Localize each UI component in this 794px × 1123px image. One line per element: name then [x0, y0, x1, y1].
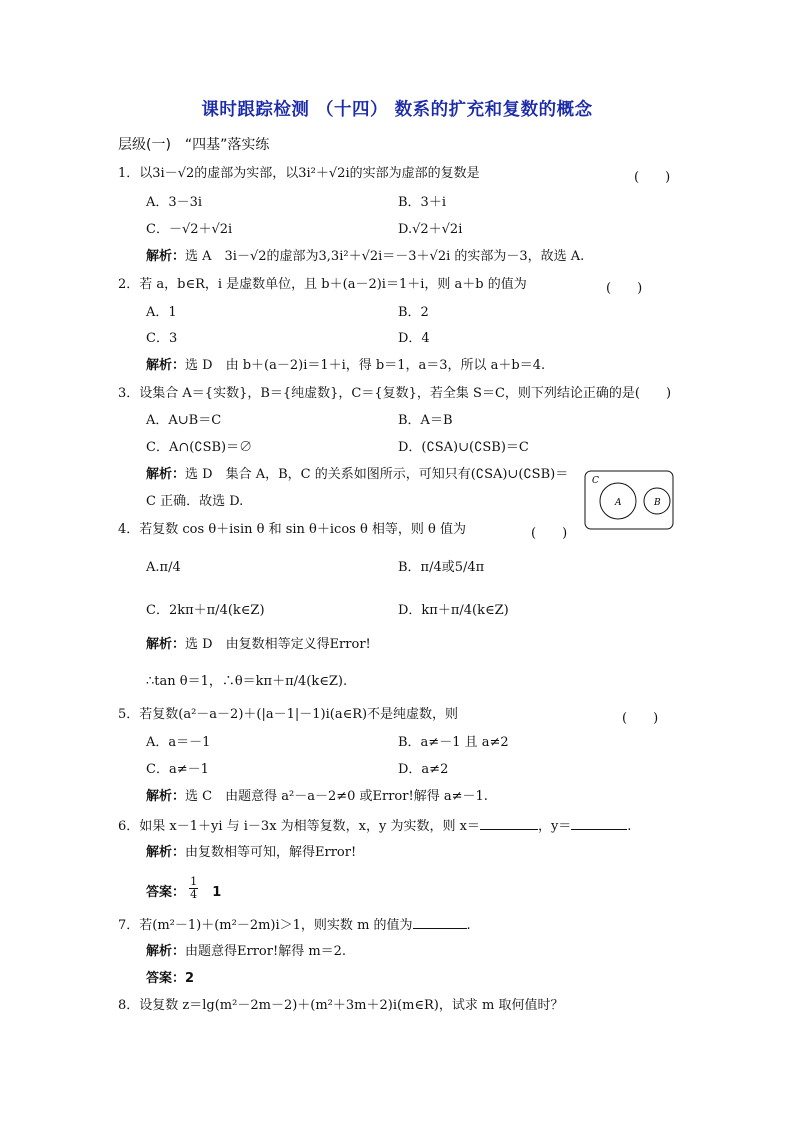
q4-option-d: D．kπ＋π/4(k∈Z)	[398, 603, 509, 618]
q5-option-d: D．a≠2	[398, 762, 449, 777]
q1-option-c: C．－√2＋√2i	[146, 222, 233, 237]
q4-solution-cont: ∴tan θ＝1，∴θ＝kπ＋π/4(k∈Z).	[146, 674, 348, 689]
q7-stem-text: 7．若(m²－1)＋(m²－2m)i＞1，则实数 m 的值为	[118, 918, 413, 933]
q2-option-d: D．4	[398, 331, 430, 346]
q7-solution-text: 由题意得Error!解得 m＝2.	[185, 944, 347, 959]
q2-answer-bracket[interactable]: ( )	[606, 281, 643, 296]
solution-label: 解析：	[146, 789, 186, 804]
q7-answer	[146, 971, 194, 987]
q6-blank-y[interactable]	[571, 817, 627, 830]
answer-label: 答案：	[146, 885, 186, 900]
answer-label: 答案：	[146, 971, 186, 986]
q2-solution-text: 选 D 由 b＋(a－2)i＝1＋i，得 b＝1，a＝3，所以 a＋b＝4.	[185, 358, 546, 373]
q6-answer	[146, 875, 222, 905]
q2-solution	[146, 358, 545, 374]
venn-label-c: C	[592, 476, 599, 486]
fraction-numerator: 1	[190, 875, 198, 888]
q2-option-b: B．2	[398, 305, 429, 320]
q1-option-b: B．3＋i	[398, 195, 446, 210]
q5-stem: 5．若复数(a²－a－2)＋(|a－1|－1)i(a∈R)不是纯虚数，则	[118, 707, 459, 722]
page-title: 课时跟踪检测 （十四） 数系的扩充和复数的概念	[201, 100, 593, 120]
q5-option-b: B．a≠－1 且 a≠2	[398, 735, 509, 750]
q4-option-c: C．2kπ＋π/4(k∈Z)	[146, 603, 265, 618]
q3-solution	[146, 467, 568, 483]
q5-answer-bracket[interactable]: ( )	[622, 711, 659, 726]
q1-stem: 1．以3i－√2的虚部为实部，以3i²＋√2i的实部为虚部的复数是	[118, 166, 480, 181]
q3-solution-cont: C 正确．故选 D.	[146, 494, 244, 509]
q6-stem	[118, 817, 631, 835]
q5-option-c: C．a≠－1	[146, 762, 209, 777]
q3-option-c: C．A∩(∁SB)＝∅	[146, 440, 253, 455]
q2-stem: 2．若 a，b∈R，i 是虚数单位，且 b＋(a－2)i＝1＋i，则 a＋b 的值为	[118, 277, 527, 292]
venn-label-a: A	[615, 498, 622, 508]
fraction-denominator: 4	[190, 888, 198, 901]
solution-label: 解析：	[146, 358, 186, 373]
q5-solution-text: 选 C 由题意得 a²－a－2≠0 或Error!解得 a≠－1.	[185, 789, 488, 804]
q3-option-b: B．A＝B	[398, 413, 453, 428]
q4-solution	[146, 637, 371, 653]
q6-solution	[146, 845, 356, 861]
q6-stem-sep: ，y＝	[537, 819, 572, 834]
q6-answer-y: 1	[212, 885, 222, 900]
solution-label: 解析：	[146, 944, 186, 959]
q4-option-a: A.π/4	[146, 560, 181, 575]
q7-answer-value: 2	[185, 971, 195, 986]
venn-diagram	[584, 470, 674, 530]
venn-label-b: B	[654, 498, 661, 508]
solution-label: 解析：	[146, 637, 186, 652]
q3-stem: 3．设集合 A＝{实数}，B＝{纯虚数}，C＝{复数}，若全集 S＝C，则下列结论正确的是( )	[118, 386, 672, 401]
q1-solution-text: 选 A 3i－√2的虚部为3,3i²＋√2i＝－3＋√2i 的实部为－3，故选 A.	[185, 249, 585, 264]
level-heading: 层级(一) “四基”落实练	[118, 137, 270, 153]
q4-option-b: B．π/4或5/4π	[398, 560, 485, 575]
q7-stem-end: .	[466, 918, 471, 933]
q6-stem-text: 6．如果 x－1＋yi 与 i－3x 为相等复数，x，y 为实数，则 x＝	[118, 819, 480, 834]
q4-solution-text: 选 D 由复数相等定义得Error!	[185, 637, 371, 652]
q5-option-a: A．a＝－1	[146, 735, 211, 750]
q4-answer-bracket[interactable]: ( )	[531, 526, 568, 541]
q7-stem	[118, 916, 471, 934]
q6-solution-text: 由复数相等可知，解得Error!	[185, 845, 357, 860]
q2-option-a: A．1	[146, 305, 177, 320]
q7-solution	[146, 944, 346, 960]
q3-solution-text: 选 D 集合 A，B，C 的关系如图所示，可知只有(∁SA)∪(∁SB)＝	[185, 467, 569, 482]
solution-label: 解析：	[146, 249, 186, 264]
solution-label: 解析：	[146, 845, 186, 860]
q1-solution	[146, 249, 584, 265]
q4-stem: 4．若复数 cos θ＋isin θ 和 sin θ＋icos θ 相等，则 θ 值为	[118, 522, 467, 537]
q6-blank-x[interactable]	[480, 817, 538, 830]
q6-answer-fraction	[189, 876, 198, 901]
q3-option-a: A．A∪B＝C	[146, 413, 222, 428]
q2-option-c: C．3	[146, 331, 178, 346]
q8-stem: 8．设复数 z＝lg(m²－2m－2)＋(m²＋3m＋2)i(m∈R)，试求 m 取何值时？	[118, 998, 564, 1013]
q3-option-d: D．(∁SA)∪(∁SB)＝C	[398, 440, 529, 455]
q7-blank[interactable]	[413, 916, 467, 929]
q1-option-a: A．3－3i	[146, 195, 203, 210]
q1-option-d: D.√2＋√2i	[398, 222, 463, 237]
q5-solution	[146, 789, 488, 805]
q1-answer-bracket[interactable]: ( )	[634, 170, 671, 185]
solution-label: 解析：	[146, 467, 186, 482]
q6-stem-end: .	[627, 819, 632, 834]
